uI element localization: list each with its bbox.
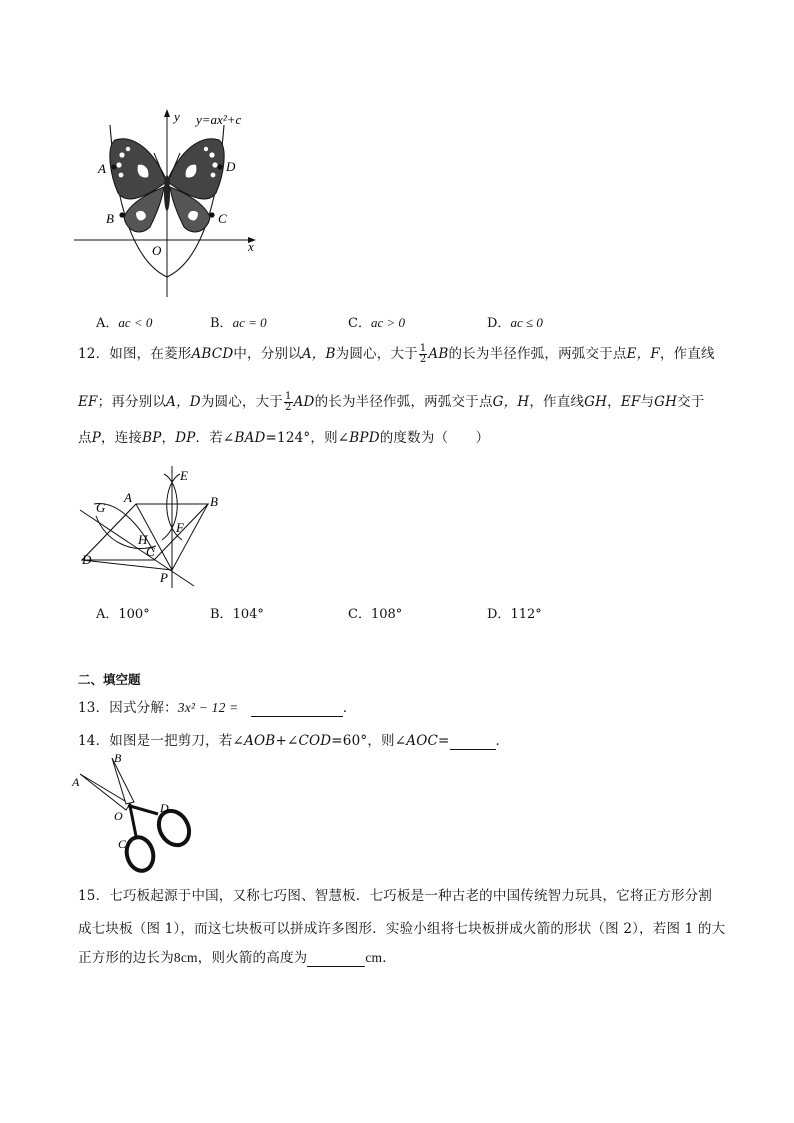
- q15-line1: 15．七巧板起源于中国，又称七巧图、智慧板．七巧板是一种古老的中国传统智力玩具，它将正方形分割: [78, 888, 713, 904]
- q11-option-b[interactable]: B．ac = 0: [210, 315, 267, 331]
- label-b: B: [114, 752, 122, 765]
- q12-line1: 12．如图，在菱形ABCD中，分别以A，B为圆心，大于 $\frac{1}{2}$ AB的长为半径作弧，两弧交于点E，F，作直线: [78, 343, 715, 365]
- point-a: [111, 164, 116, 169]
- q15-line2: 成七块板（图 1），而这七块板可以拼成许多图形．实验小组将七块板拼成火箭的形状（图 2），若图 1 的大: [78, 921, 726, 937]
- point-d: [217, 164, 222, 169]
- q15-answer-blank[interactable]: [307, 950, 365, 967]
- label-g: G: [96, 500, 106, 515]
- label-d: D: [160, 801, 169, 815]
- q11-option-a[interactable]: A．ac < 0: [96, 315, 153, 331]
- q12-option-d[interactable]: D．112°: [487, 607, 542, 622]
- q11-option-c[interactable]: C．ac > 0: [348, 315, 405, 331]
- q13-line: 13．因式分解：3x² − 12 = ．: [78, 700, 357, 716]
- arc-e: [162, 474, 177, 540]
- label-x: x: [248, 239, 254, 254]
- label-c: C: [218, 211, 227, 226]
- q12-option-a[interactable]: A．100°: [96, 607, 150, 622]
- point-c: [209, 212, 214, 217]
- equation-label: y=ax²+c: [196, 112, 242, 127]
- y-axis-arrow: [164, 109, 170, 117]
- label-d: D: [82, 552, 92, 567]
- rhombus-construction-figure: [76, 462, 236, 592]
- label-a: A: [72, 775, 80, 789]
- label-c: C: [146, 544, 155, 559]
- label-b: B: [210, 494, 218, 509]
- q12-line3: 点P，连接BP，DP．若∠BAD=124°，则∠BPD的度数为（ ）: [78, 430, 490, 446]
- q14-answer-blank[interactable]: [450, 733, 496, 750]
- q13-answer-blank[interactable]: [251, 700, 343, 717]
- label-c: C: [118, 837, 127, 851]
- q14-line: 14．如图是一把剪刀，若∠AOB+∠COD=60°，则∠AOC= ．: [78, 733, 510, 749]
- fraction-half-2: $\frac{1}{2}$: [285, 391, 292, 413]
- scissors-figure: [68, 752, 198, 877]
- segment-bp: [172, 504, 208, 570]
- label-b: B: [106, 211, 114, 226]
- label-f: F: [176, 520, 184, 535]
- q12-line2: EF；再分别以A，D为圆心，大于 $\frac{1}{2}$ AD的长为半径作弧，两弧交于点G，H，作直线GH，EF与GH交于: [78, 391, 705, 413]
- label-e: E: [180, 468, 188, 483]
- butterfly-parabola-figure: [70, 105, 270, 300]
- section-heading-fill-in: 二、填空题: [78, 672, 141, 687]
- q15-line3: 正方形的边长为8cm，则火箭的高度为 cm．: [78, 950, 396, 966]
- q11-option-d[interactable]: D．ac ≤ 0: [487, 315, 543, 331]
- handle-c-ring: [123, 834, 157, 874]
- label-o: O: [152, 243, 162, 258]
- handle-d-arm: [130, 806, 158, 814]
- point-b: [119, 212, 124, 217]
- q12-option-c[interactable]: C．108°: [348, 607, 403, 622]
- label-a: A: [98, 161, 106, 176]
- label-y: y: [174, 109, 180, 124]
- segment-dp: [82, 560, 172, 570]
- q12-option-b[interactable]: B．104°: [210, 607, 264, 622]
- handle-c-arm: [130, 806, 136, 836]
- label-d: D: [226, 159, 236, 174]
- label-h: H: [138, 532, 148, 547]
- label-a: A: [124, 490, 132, 505]
- label-p: P: [160, 570, 168, 585]
- label-o: O: [114, 809, 123, 823]
- fraction-half: $\frac{1}{2}$: [419, 343, 427, 365]
